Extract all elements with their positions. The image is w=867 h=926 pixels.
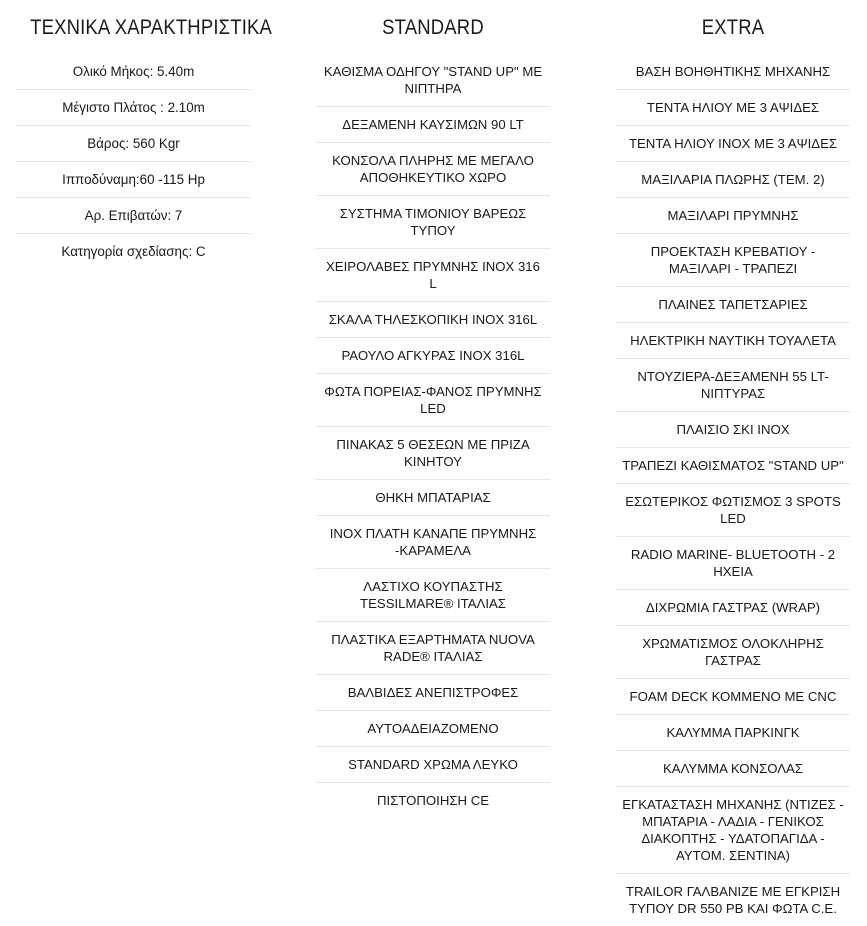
extra-item: ΠΛΑΙΣΙΟ ΣΚΙ INOX bbox=[616, 412, 850, 448]
standard-item: ΠΛΑΣΤΙΚΑ ΕΞΑΡΤΗΜΑΤΑ NUOVA RADE® ΙΤΑΛΙΑΣ bbox=[316, 622, 550, 675]
extra-item: RADIO MARINE- BLUETOOTH - 2 ΗΧΕΙΑ bbox=[616, 537, 850, 590]
extra-item: ΤΕΝΤΑ ΗΛΙΟΥ INOX ΜΕ 3 ΑΨΙΔΕΣ bbox=[616, 126, 850, 162]
spec-item: Βάρος: 560 Kgr bbox=[16, 126, 251, 162]
extra-item: ΕΣΩΤΕΡΙΚΟΣ ΦΩΤΙΣΜΟΣ 3 SPOTS LED bbox=[616, 484, 850, 537]
extra-item: ΚΑΛΥΜΜΑ ΚΟΝΣΟΛΑΣ bbox=[616, 751, 850, 787]
extra-item: ΤΡΑΠΕΖΙ ΚΑΘΙΣΜΑΤΟΣ "STAND UP" bbox=[616, 448, 850, 484]
technical-specs-title: ΤΕΧΝΙΚΑ ΧΑΡΑΚΤΗΡΙΣΤΙΚΑ bbox=[30, 16, 273, 39]
extra-item: ΝΤΟΥΖΙΕΡΑ-ΔΕΞΑΜΕΝΗ 55 LT-ΝΙΠΤΥΡΑΣ bbox=[616, 359, 850, 412]
extra-item: ΚΑΛΥΜΜΑ ΠΑΡΚΙΝΓΚ bbox=[616, 715, 850, 751]
standard-item: ΚΟΝΣΟΛΑ ΠΛΗΡΗΣ ΜΕ ΜΕΓΑΛΟ ΑΠΟΘΗΚΕΥΤΙΚΟ ΧΩΡΟ bbox=[316, 143, 550, 196]
extra-item: ΜΑΞΙΛΑΡΙ ΠΡΥΜΝΗΣ bbox=[616, 198, 850, 234]
standard-item: ΣΥΣΤΗΜΑ ΤΙΜΟΝΙΟΥ ΒΑΡΕΩΣ ΤΥΠΟΥ bbox=[316, 196, 550, 249]
standard-item: ΣΚΑΛΑ ΤΗΛΕΣΚΟΠΙΚΗ INOX 316L bbox=[316, 302, 550, 338]
technical-specs-list bbox=[16, 54, 251, 270]
standard-item: ΔΕΞΑΜΕΝΗ ΚΑΥΣΙΜΩΝ 90 LT bbox=[316, 107, 550, 143]
extra-item: ΠΛΑΙΝΕΣ ΤΑΠΕΤΣΑΡΙΕΣ bbox=[616, 287, 850, 323]
extra-item: ΤΕΝΤΑ ΗΛΙΟΥ ΜΕ 3 ΑΨΙΔΕΣ bbox=[616, 90, 850, 126]
standard-item: ΧΕΙΡΟΛΑΒΕΣ ΠΡΥΜΝΗΣ INOX 316 L bbox=[316, 249, 550, 302]
standard-item: ΛΑΣΤΙΧΟ ΚΟΥΠΑΣΤΗΣ TESSILMARE® ΙΤΑΛΙΑΣ bbox=[316, 569, 550, 622]
extra-list bbox=[616, 54, 850, 926]
extra-item: TRAILOR ΓΑΛΒΑΝΙΖΕ ΜΕ ΕΓΚΡΙΣΗ ΤΥΠΟΥ DR 550 PB ΚΑΙ ΦΩΤΑ C.E. bbox=[625, 884, 841, 916]
extra-item: FOAM DECK ΚΟΜΜΕΝΟ ΜΕ CNC bbox=[616, 679, 850, 715]
extra-item: ΠΡΟΕΚΤΑΣΗ ΚΡΕΒΑΤΙΟΥ - ΜΑΞΙΛΑΡΙ - ΤΡΑΠΕΖΙ bbox=[616, 234, 850, 287]
standard-item: ΚΑΘΙΣΜΑ ΟΔΗΓΟΥ "STAND UP" ΜΕ ΝΙΠΤΗΡΑ bbox=[316, 54, 550, 107]
standard-item: ΡΑΟΥΛΟ ΑΓΚΥΡΑΣ INOX 316L bbox=[316, 338, 550, 374]
standard-item: ΠΙΝΑΚΑΣ 5 ΘΕΣΕΩΝ ΜΕ ΠΡΙΖΑ ΚΙΝΗΤΟΥ bbox=[316, 427, 550, 480]
standard-item: ΑΥΤΟΑΔΕΙΑΖΟΜΕΝΟ bbox=[316, 711, 550, 747]
extra-title: EXTRA bbox=[701, 16, 765, 39]
standard-item: INOX ΠΛΑΤΗ ΚΑΝΑΠΕ ΠΡΥΜΝΗΣ -ΚΑΡΑΜΕΛΑ bbox=[316, 516, 550, 569]
standard-list bbox=[316, 54, 550, 819]
spec-item: Κατηγορία σχεδίασης: C bbox=[61, 244, 206, 260]
extra-item: ΧΡΩΜΑΤΙΣΜΟΣ ΟΛΟΚΛΗΡΗΣ ΓΑΣΤΡΑΣ bbox=[616, 626, 850, 679]
standard-title: STANDARD bbox=[382, 16, 484, 39]
standard-column bbox=[316, 0, 550, 819]
extra-column bbox=[616, 0, 850, 926]
spec-item: Ιπποδύναμη:60 -115 Hp bbox=[16, 162, 251, 198]
spec-item: Αρ. Επιβατών: 7 bbox=[16, 198, 251, 234]
extra-item: ΒΑΣΗ ΒΟΗΘΗΤΙΚΗΣ ΜΗΧΑΝΗΣ bbox=[616, 54, 850, 90]
standard-item: ΦΩΤΑ ΠΟΡΕΙΑΣ-ΦΑΝΟΣ ΠΡΥΜΝΗΣ LED bbox=[316, 374, 550, 427]
standard-item: ΒΑΛΒΙΔΕΣ ΑΝΕΠΙΣΤΡΟΦΕΣ bbox=[316, 675, 550, 711]
standard-item: ΠΙΣΤΟΠΟΙΗΣΗ CE bbox=[376, 793, 490, 809]
extra-item: ΗΛΕΚΤΡΙΚΗ ΝΑΥΤΙΚΗ ΤΟΥΑΛΕΤΑ bbox=[616, 323, 850, 359]
spec-item: Μέγιστο Πλάτος : 2.10m bbox=[16, 90, 251, 126]
extra-item: ΔΙΧΡΩΜΙΑ ΓΑΣΤΡΑΣ (WRAP) bbox=[616, 590, 850, 626]
spec-item: Ολικό Μήκος: 5.40m bbox=[16, 54, 251, 90]
extra-item: ΜΑΞΙΛΑΡΙΑ ΠΛΩΡΗΣ (ΤΕΜ. 2) bbox=[616, 162, 850, 198]
standard-item: ΘΗΚΗ ΜΠΑΤΑΡΙΑΣ bbox=[316, 480, 550, 516]
technical-specs-column bbox=[16, 0, 273, 270]
standard-item: STANDARD ΧΡΩΜΑ ΛΕΥΚΟ bbox=[316, 747, 550, 783]
extra-item: ΕΓΚΑΤΑΣΤΑΣΗ ΜΗΧΑΝΗΣ (ΝΤΙΖΕΣ - ΜΠΑΤΑΡΙΑ - ΛΑΔΙΑ - ΓΕΝΙΚΟΣ ΔΙΑΚΟΠΤΗΣ - ΥΔΑΤΟΠΑΓΙΔΑ - ΑΥΤΟΜ. ΣΕΝΤΙΝΑ) bbox=[616, 787, 850, 874]
